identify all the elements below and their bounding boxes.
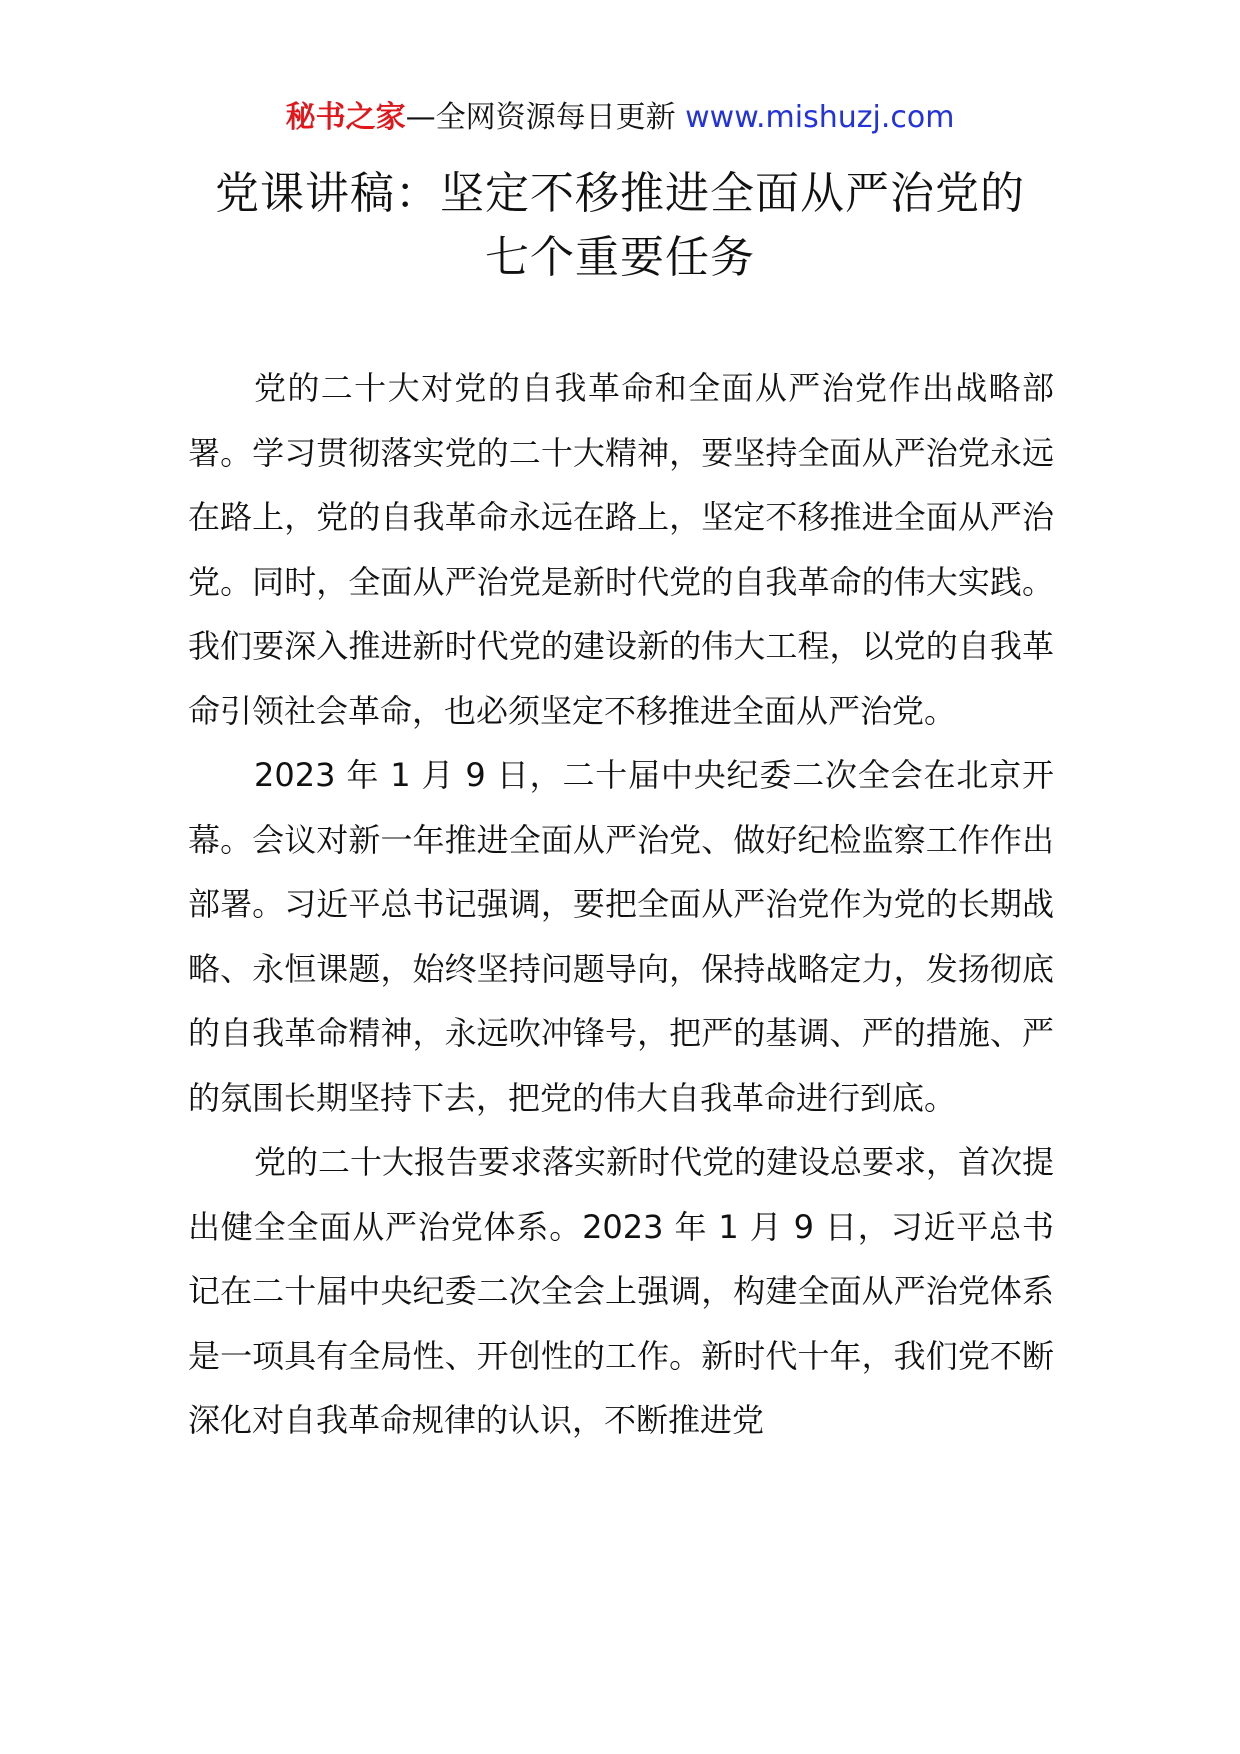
site-url-link[interactable]: www.mishuzj.com — [685, 100, 955, 135]
site-header — [0, 98, 1240, 138]
title-line-2: 七个重要任务 — [485, 232, 755, 283]
document-title — [160, 162, 1080, 290]
paragraph: 2023 年 1 月 9 日，二十届中央纪委二次全会在北京开幕。会议对新一年推进全面从严治党、做好纪检监察工作作出部署。习近平总书记强调，要把全面从严治党作为党的长期战略、永恒课题，始终坚持问题导向，保持战略定力，发扬彻底的自我革命精神，永远吹冲锋号，把严的基调、严的措施、严的氛围长期坚持下去，把党的伟大自我革命进行到底。 — [188, 756, 1054, 1117]
brand-name: 秘书之家 — [285, 100, 406, 135]
paragraph: 党的二十大对党的自我革命和全面从严治党作出战略部署。学习贯彻落实党的二十大精神，要坚持全面从严治党永远在路上，党的自我革命永远在路上，坚定不移推进全面从严治党。同时，全面从严治党是新时代党的自我革命的伟大实践。我们要深入推进新时代党的建设新的伟大工程，以党的自我革命引领社会革命，也必须坚定不移推进全面从严治党。 — [188, 369, 1054, 730]
paragraph: 党的二十大报告要求落实新时代党的建设总要求，首次提出健全全面从严治党体系。2023 年 1 月 9 日，习近平总书记在二十届中央纪委二次全会上强调，构建全面从严治党体系是一项具有全局性、开创性的工作。新时代十年，我们党不断深化对自我革命规律的认识，不断推进党 — [188, 1143, 1055, 1439]
header-tagline: —全网资源每日更新 — [405, 100, 676, 135]
document-body — [188, 356, 1054, 1453]
title-line-1: 党课讲稿：坚定不移推进全面从严治党的 — [215, 168, 1025, 219]
